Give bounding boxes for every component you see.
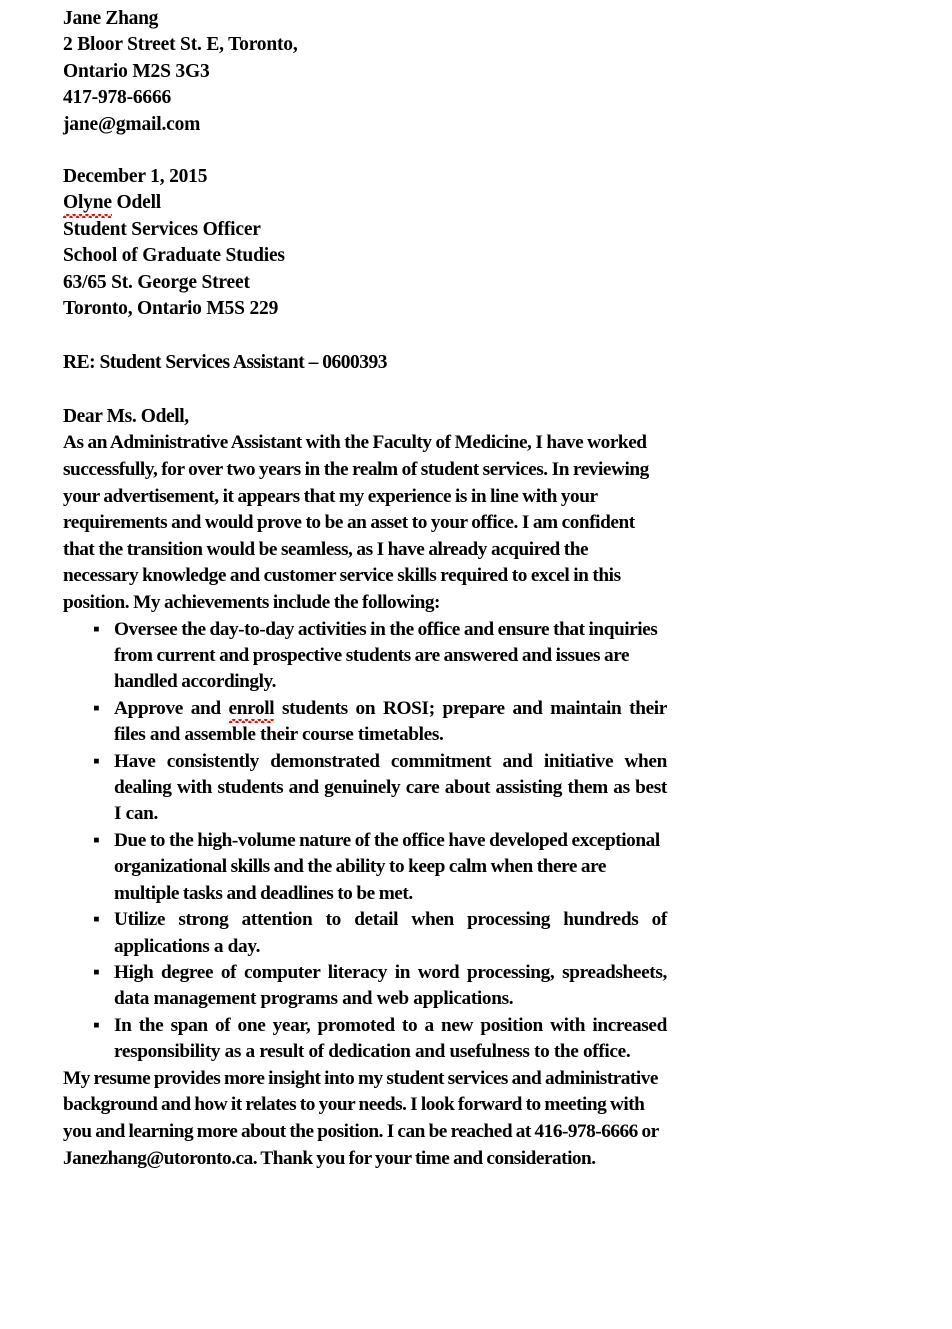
sender-phone: 417-978-6666 [63,87,172,109]
bullet-icon: ▪ [93,697,100,719]
list-item-text: Oversee the day-to-day activities in the office and ensure that inquiries from current and prospective students are answered and issues are handled accordingly. [114,618,658,693]
list-item [63,617,667,696]
list-item [63,960,667,1013]
letter-body [63,6,667,1173]
spellcheck-word-olyne: Olyne [63,190,112,216]
list-item [63,749,667,828]
list-item-text [114,696,667,749]
list-item-text-before: Approve and [114,697,229,719]
sender-name: Jane Zhang [63,8,159,29]
list-item-text: Have consistently demonstrated commitment and initiative when dealing with students and genuinely care about assisting them as best I can. [114,750,667,825]
salutation: Dear Ms. Odell, [63,406,189,428]
recipient-name-surname: Odell [111,192,162,214]
spacer-before-subject [63,322,667,350]
bullet-icon: ▪ [93,618,100,640]
recipient-address-block [63,164,667,322]
sender-address-block [63,6,667,138]
bullet-icon: ▪ [93,750,100,772]
list-item [63,696,667,749]
recipient-title: Student Services Officer [63,218,261,240]
spacer-after-sender [63,138,667,164]
list-item [63,828,667,907]
intro-paragraph: As an Administrative Assistant with the Faculty of Medicine, I have worked successfully, for over two years in the realm of student services. In reviewing your advertisement, it appears that my experience is in line with your requirements and would prove to be an asset to your office. I am confident that the transition would be seamless, as I have already acquired the necessary knowledge and customer service skills required to excel in this position. My achievements include the following: [63,432,649,614]
closing-paragraph: My resume provides more insight into my student services and administrative background and how it relates to your needs. I look forward to meeting with you and learning more about the position. I can be reached at 416-978-6666 or Janezhang@utoronto.ca. Thank you for your time and consideration. [63,1067,659,1169]
recipient-department: School of Graduate Studies [63,245,285,267]
list-item-text-after: students on ROSI; prepare and maintain their files and assemble their course timetables. [114,697,667,746]
list-item-text: Utilize strong attention to detail when processing hundreds of applications a day. [114,909,667,957]
list-item [63,1013,667,1066]
list-item-text: Due to the high-volume nature of the office have developed exceptional organizational skills and the ability to keep calm when there are multiple tasks and deadlines to be met. [114,829,660,904]
recipient-street: 63/65 St. George Street [63,271,250,293]
achievements-list [63,617,667,1066]
recipient-name [63,190,667,216]
bullet-icon: ▪ [93,829,100,851]
bullet-icon: ▪ [93,961,100,983]
subject-line: RE: Student Services Assistant – 0600393 [63,352,387,374]
recipient-city-line: Toronto, Ontario M5S 229 [63,298,279,320]
spacer-before-salutation [63,376,667,404]
sender-address-line-2: Ontario M2S 3G3 [63,60,210,82]
letter-date: December 1, 2015 [63,166,208,188]
spellcheck-word-enroll: enroll [229,696,275,722]
list-item-text: In the span of one year, promoted to a new position with increased responsibility as a result of dedication and usefulness to the office. [114,1014,667,1063]
sender-address-line-1: 2 Bloor Street St. E, Toronto, [63,34,298,56]
bullet-icon: ▪ [93,909,100,931]
list-item [63,907,667,960]
list-item-text: High degree of computer literacy in word processing, spreadsheets, data management programs and web applications. [114,961,667,1010]
sender-email: jane@gmail.com [63,113,201,135]
bullet-icon: ▪ [93,1014,100,1036]
